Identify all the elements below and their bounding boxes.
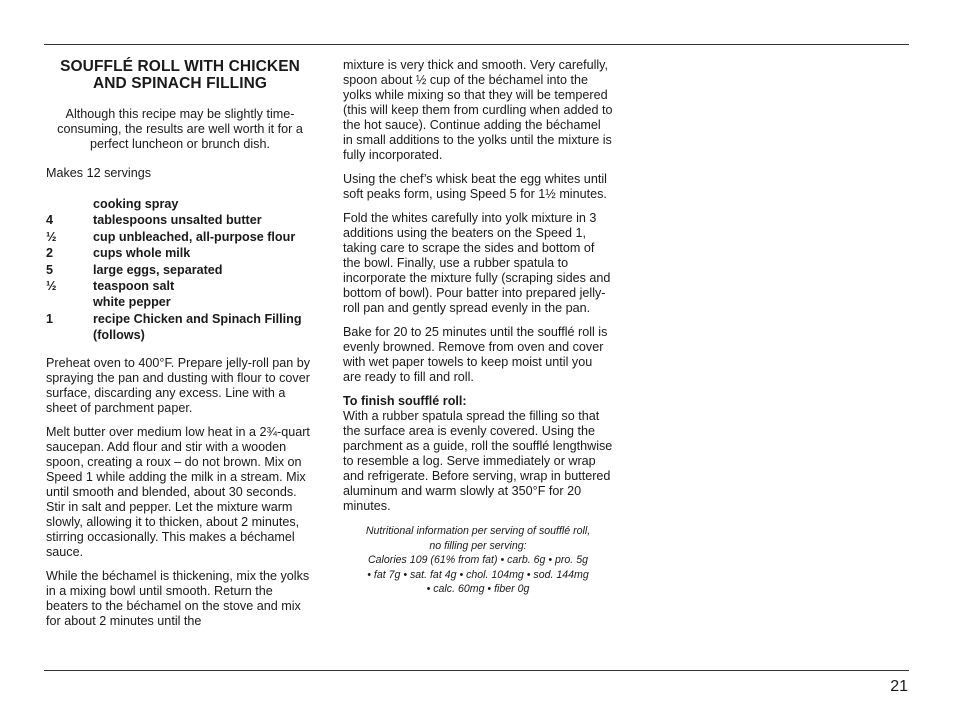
ingredient-qty: ½ <box>46 279 57 294</box>
instruction-paragraph: mixture is very thick and smooth. Very carefully, spoon about ½ cup of the béchamel into the yolks while mixing so that they will be tempered (this will keep them from curdling when added to the hot sauce). Continue adding the béchamel in small additions to the yolks until the mixture is fully incorporated. <box>343 58 613 162</box>
ingredient-qty: 2 <box>46 246 54 261</box>
instruction-paragraph: While the béchamel is thickening, mix the yolks in a mixing bowl until smooth. Return the beaters to the béchamel on the stove and mix for about 2 minutes until the <box>46 568 310 628</box>
ingredient-row <box>46 196 314 212</box>
ingredient-qty: ½ <box>46 229 57 244</box>
ingredient-name: teaspoon salt <box>93 279 175 294</box>
ingredient-name: recipe Chicken and Spinach Filling (follows) <box>93 311 302 343</box>
ingredient-row <box>46 294 314 310</box>
ingredient-row <box>46 245 314 261</box>
instruction-paragraph: Melt butter over medium low heat in a 2¾-quart saucepan. Add flour and stir with a wooden spoon, creating a roux – do not brown. Mix on Speed 1 while adding the milk in a stream. Mix until smooth and blended, about 30 seconds. Stir in salt and pepper. Let the mixture warm slowly, allowing it to thicken, about 2 minutes, stirring occasionally. This makes a béchamel sauce. <box>46 424 310 559</box>
instruction-paragraph: Preheat oven to 400°F. Prepare jelly-roll pan by spraying the pan and dusting with flour to cover surface, discarding any excess. Line with a sheet of parchment paper. <box>46 355 311 415</box>
ingredient-name: large eggs, separated <box>93 262 223 277</box>
ingredient-qty <box>46 294 93 310</box>
nutrition-line: Nutritional information per serving of soufflé roll, <box>365 525 591 537</box>
ingredient-name: tablespoons unsalted butter <box>93 213 262 228</box>
ingredient-row <box>46 278 314 294</box>
top-rule <box>44 44 909 45</box>
finish-heading: To finish soufflé roll: <box>343 394 467 408</box>
nutrition-line: • fat 7g • sat. fat 4g • chol. 104mg • sod. 144mg <box>367 568 589 581</box>
ingredient-row <box>46 262 314 278</box>
ingredient-qty: 5 <box>46 262 54 277</box>
ingredient-qty <box>46 196 93 212</box>
ingredient-name: cooking spray <box>93 197 179 211</box>
page-number: 21 <box>890 678 908 695</box>
nutrition-info <box>343 524 613 597</box>
nutrition-line: • calc. 60mg • fiber 0g <box>426 583 530 595</box>
ingredient-list <box>46 196 314 344</box>
recipe-title: SOUFFLÉ ROLL WITH CHICKEN AND SPINACH FILLING <box>60 58 300 92</box>
ingredient-row <box>46 229 314 245</box>
instruction-paragraph: Bake for 20 to 25 minutes until the soufflé roll is evenly browned. Remove from oven and cover with wet paper towels to keep moist until you are ready to fill and roll. <box>343 325 608 384</box>
nutrition-line: Calories 109 (61% from fat) • carb. 6g • pro. 5g <box>368 554 588 566</box>
servings-text: Makes 12 servings <box>46 166 151 180</box>
ingredient-qty: 4 <box>46 213 54 228</box>
finish-text: With a rubber spatula spread the filling so that the surface area is evenly covered. Using the parchment as a guide, roll the soufflé lengthwise to resemble a log. Serve immediately or wrap and refrigerate. Before serving, wrap in buttered aluminum and warm slowly at 350°F for 20 minutes. <box>343 409 613 513</box>
ingredient-row <box>46 212 314 228</box>
recipe-intro: Although this recipe may be slightly time-consuming, the results are well worth it for a perfect luncheon or brunch dish. <box>57 107 303 151</box>
left-column <box>46 58 314 638</box>
ingredient-row <box>46 311 314 344</box>
ingredient-qty: 1 <box>46 311 54 326</box>
bottom-rule <box>44 670 909 671</box>
instruction-paragraph: Fold the whites carefully into yolk mixture in 3 additions using the beaters on the Speed 1, taking care to scrape the sides and bottom of the bowl. Finally, use a rubber spatula to incorporate the mixture fully (scraping sides and bottom of bowl). Pour batter into prepared jelly-roll pan and gently spread evenly in the pan. <box>343 211 611 315</box>
finish-section <box>343 394 613 514</box>
ingredient-name: white pepper <box>93 295 171 310</box>
right-column <box>343 58 613 597</box>
instruction-paragraph: Using the chef’s whisk beat the egg whites until soft peaks form, using Speed 5 for 1½ minutes. <box>343 172 607 201</box>
nutrition-line: no filling per serving: <box>429 539 527 552</box>
ingredient-name: cups whole milk <box>93 246 191 261</box>
ingredient-name: cup unbleached, all-purpose flour <box>93 229 296 244</box>
